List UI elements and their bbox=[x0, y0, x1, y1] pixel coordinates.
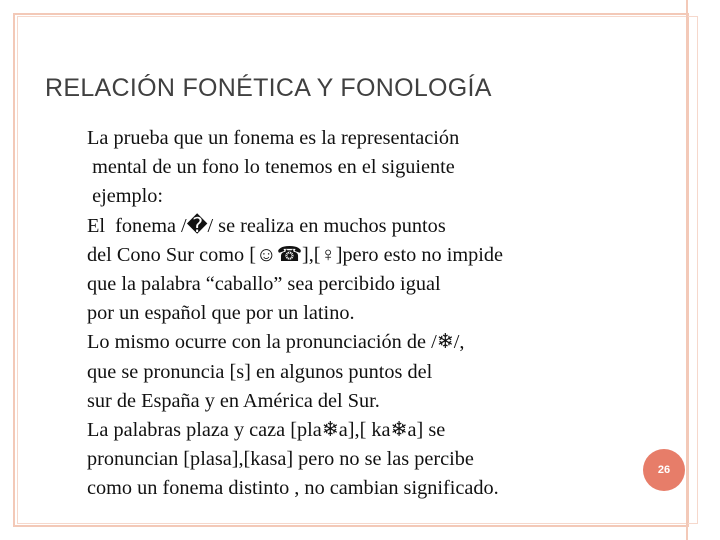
body-line: El fonema /�/ se realiza en muchos puntos bbox=[87, 214, 446, 237]
body-line: mental de un fono lo tenemos en el siguiente bbox=[87, 156, 455, 179]
body-line: del Cono Sur como [☺☎],[♀]pero esto no impide bbox=[87, 243, 504, 266]
page-number-badge bbox=[643, 449, 685, 491]
body-line: La prueba que un fonema es la representación bbox=[87, 127, 460, 149]
body-line: ejemplo: bbox=[87, 185, 164, 208]
slide-side-rule bbox=[686, 0, 688, 540]
body-line: por un español que por un latino. bbox=[87, 302, 355, 325]
body-line: que se pronuncia [s] en algunos puntos del bbox=[87, 360, 433, 383]
body-line: pronuncian [plasa],[kasa] pero no se las percibe bbox=[87, 448, 474, 471]
page-number: 26 bbox=[657, 464, 671, 476]
body-line: como un fonema distinto , no cambian significado. bbox=[87, 477, 499, 500]
slide-title: RELACIÓN FONÉTICA Y FONOLOGÍA bbox=[45, 74, 492, 102]
body-line: Lo mismo ocurre con la pronunciación de /❄/, bbox=[87, 331, 465, 354]
slide-body bbox=[87, 124, 607, 504]
body-line: La palabras plaza y caza [pla❄a],[ ka❄a] se bbox=[87, 419, 446, 442]
body-line: sur de España y en América del Sur. bbox=[87, 389, 380, 412]
body-line: que la palabra “caballo” sea percibido igual bbox=[87, 273, 441, 296]
